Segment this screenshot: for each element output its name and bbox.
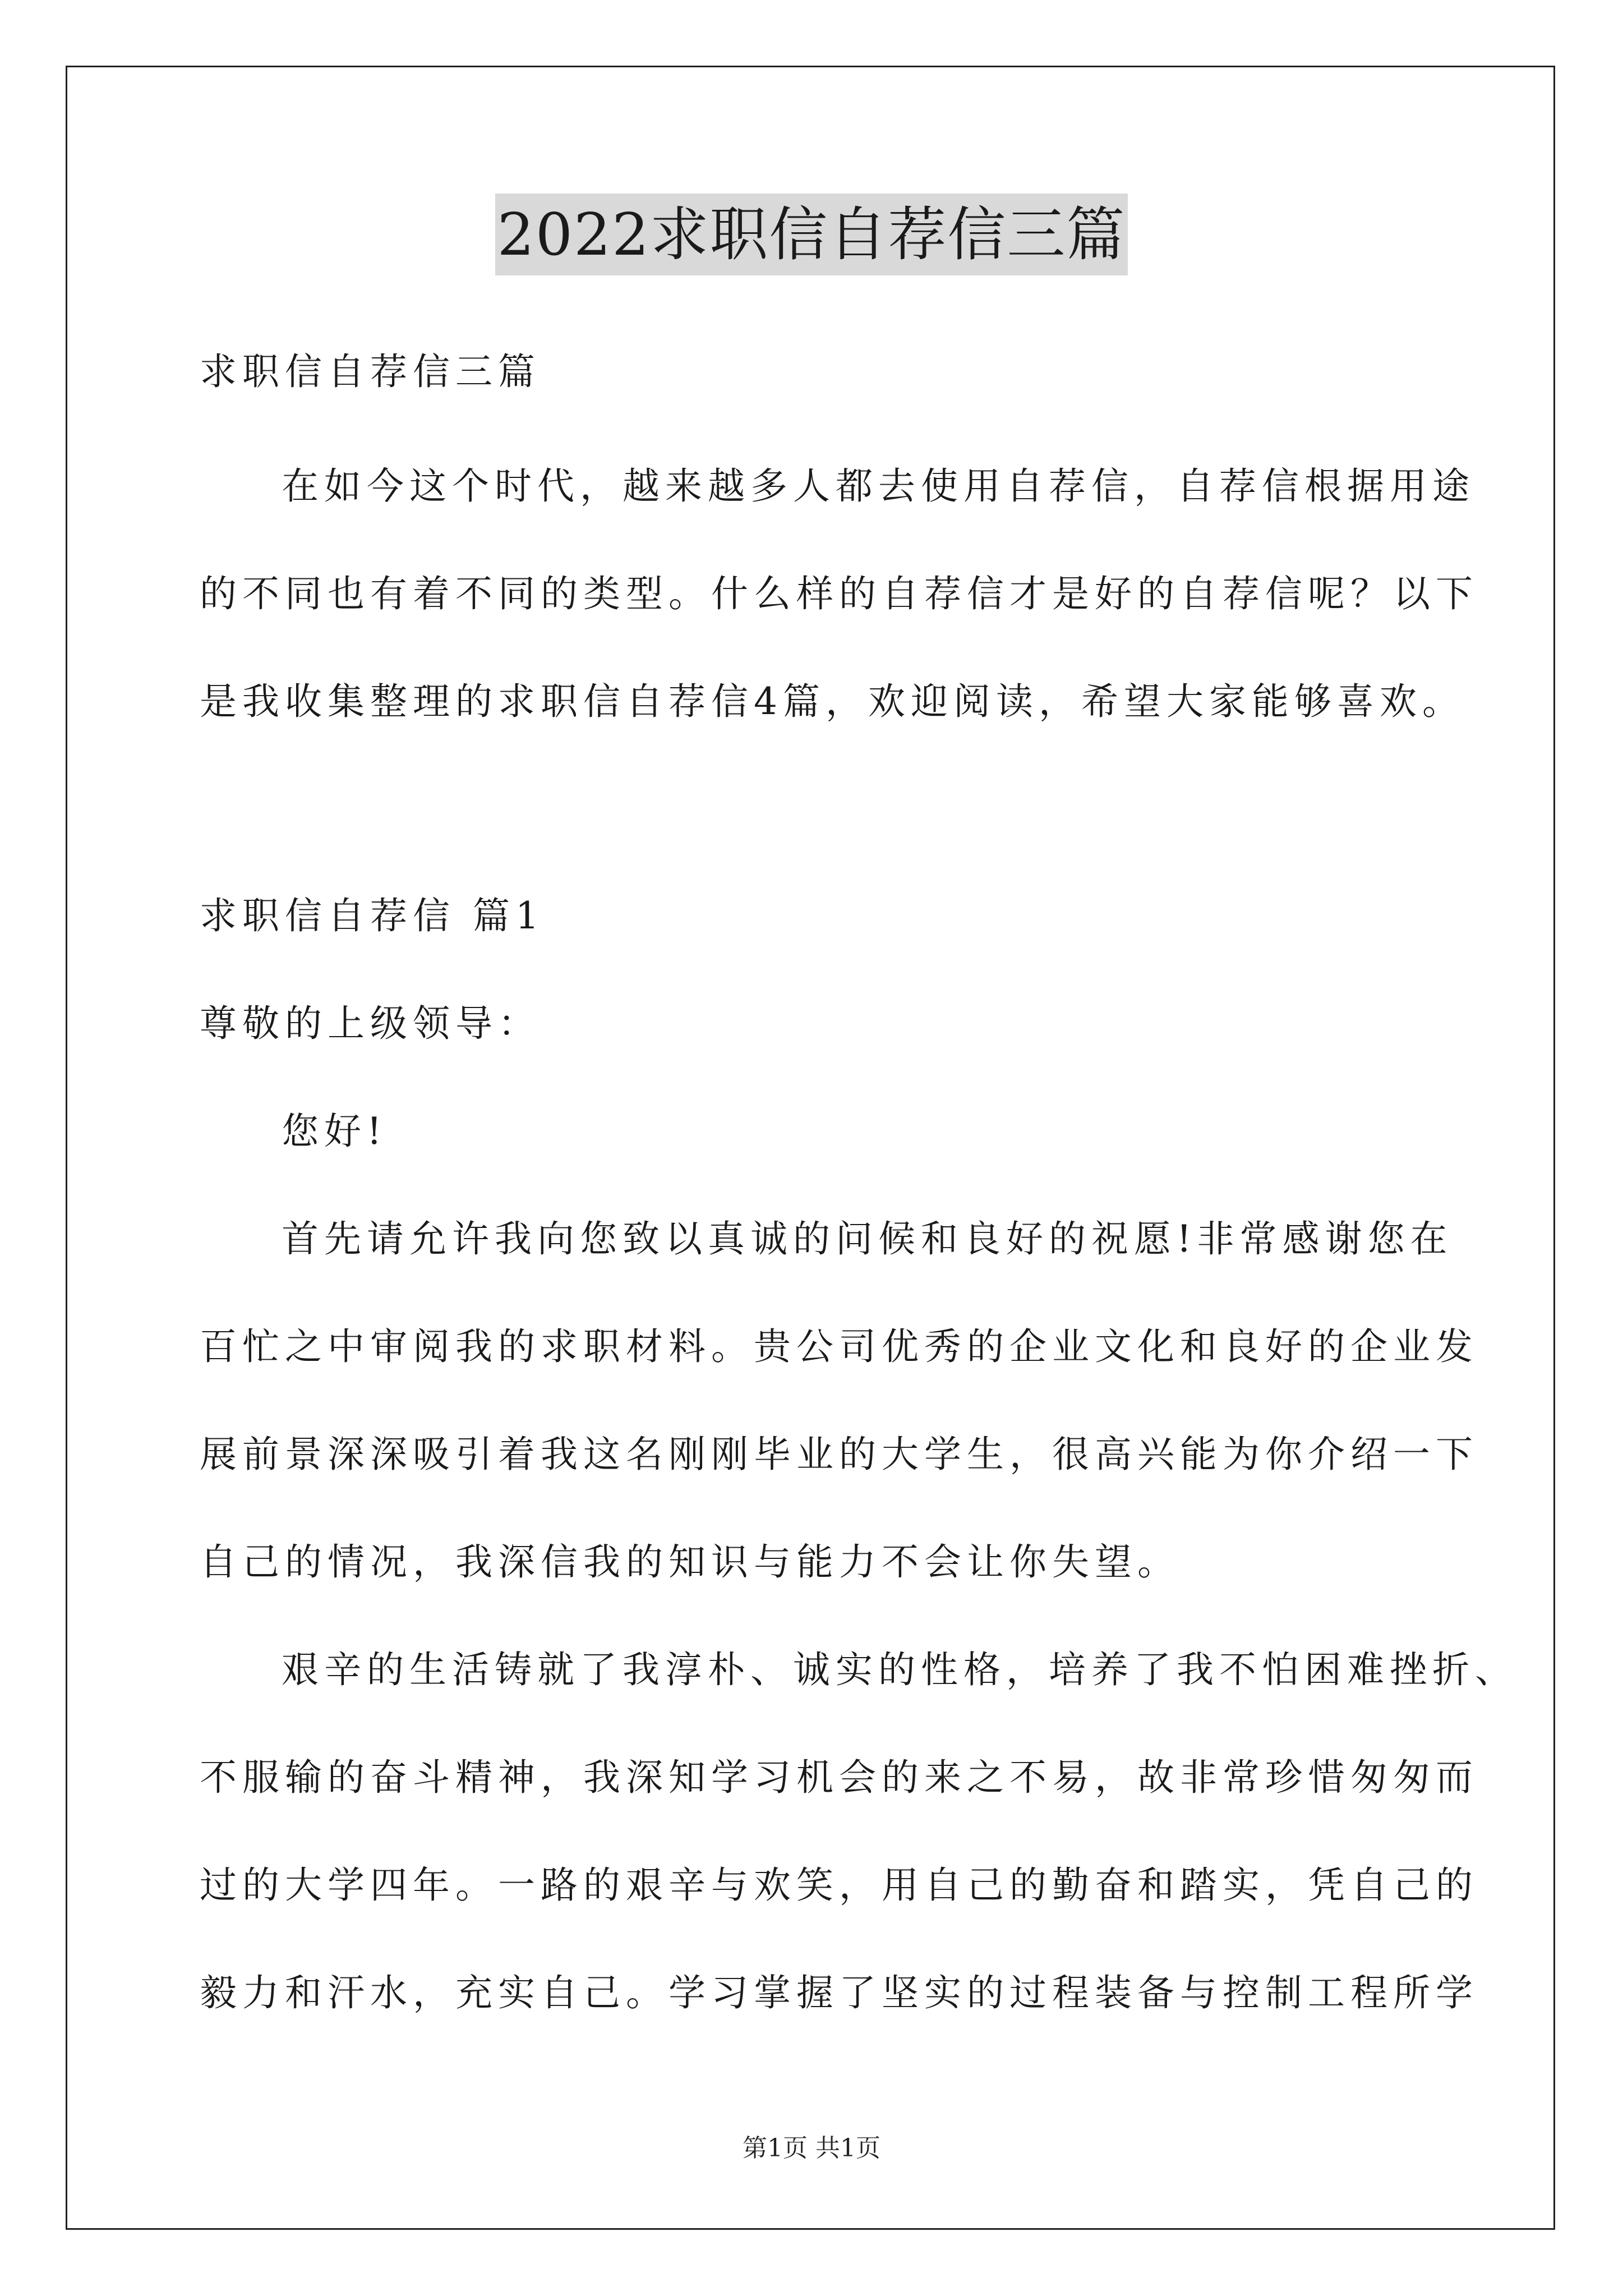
paragraph-line: 首先请允许我向您致以真诚的问候和良好的祝愿!非常感谢您在 <box>282 1217 1453 1260</box>
paragraph-line: 毅力和汗水，充实自己。学习掌握了坚实的过程装备与控制工程所学 <box>200 1971 1478 2014</box>
paragraph-line: 是我收集整理的求职信自荐信4篇，欢迎阅读，希望大家能够喜欢。 <box>200 680 1465 723</box>
subtitle-line: 求职信自荐信三篇 <box>200 350 541 393</box>
paragraph-line: 的不同也有着不同的类型。什么样的自荐信才是好的自荐信呢？以下 <box>200 572 1478 615</box>
paragraph-line: 过的大学四年。一路的艰辛与欢笑，用自己的勤奋和踏实，凭自己的 <box>200 1864 1478 1907</box>
paragraph-line: 艰辛的生活铸就了我淳朴、诚实的性格，培养了我不怕困难挫折、 <box>282 1648 1518 1691</box>
paragraph-line: 百忙之中审阅我的求职材料。贵公司优秀的企业文化和良好的企业发 <box>200 1325 1478 1368</box>
page-number: 第1页 共1页 <box>743 2134 880 2162</box>
section-heading: 求职信自荐信 篇1 <box>200 894 545 937</box>
greeting: 您好! <box>282 1110 388 1153</box>
salutation: 尊敬的上级领导： <box>200 1002 541 1045</box>
document-title: 2022求职信自荐信三篇 <box>495 194 1128 275</box>
paragraph-line: 展前景深深吸引着我这名刚刚毕业的大学生，很高兴能为你介绍一下 <box>200 1433 1478 1476</box>
paragraph-line: 不服输的奋斗精神，我深知学习机会的来之不易，故非常珍惜匆匆而 <box>200 1756 1478 1799</box>
paragraph-line: 在如今这个时代，越来越多人都去使用自荐信，自荐信根据用途 <box>282 464 1475 508</box>
paragraph-line: 自己的情况，我深信我的知识与能力不会让你失望。 <box>200 1540 1180 1584</box>
title-container <box>0 194 1623 275</box>
